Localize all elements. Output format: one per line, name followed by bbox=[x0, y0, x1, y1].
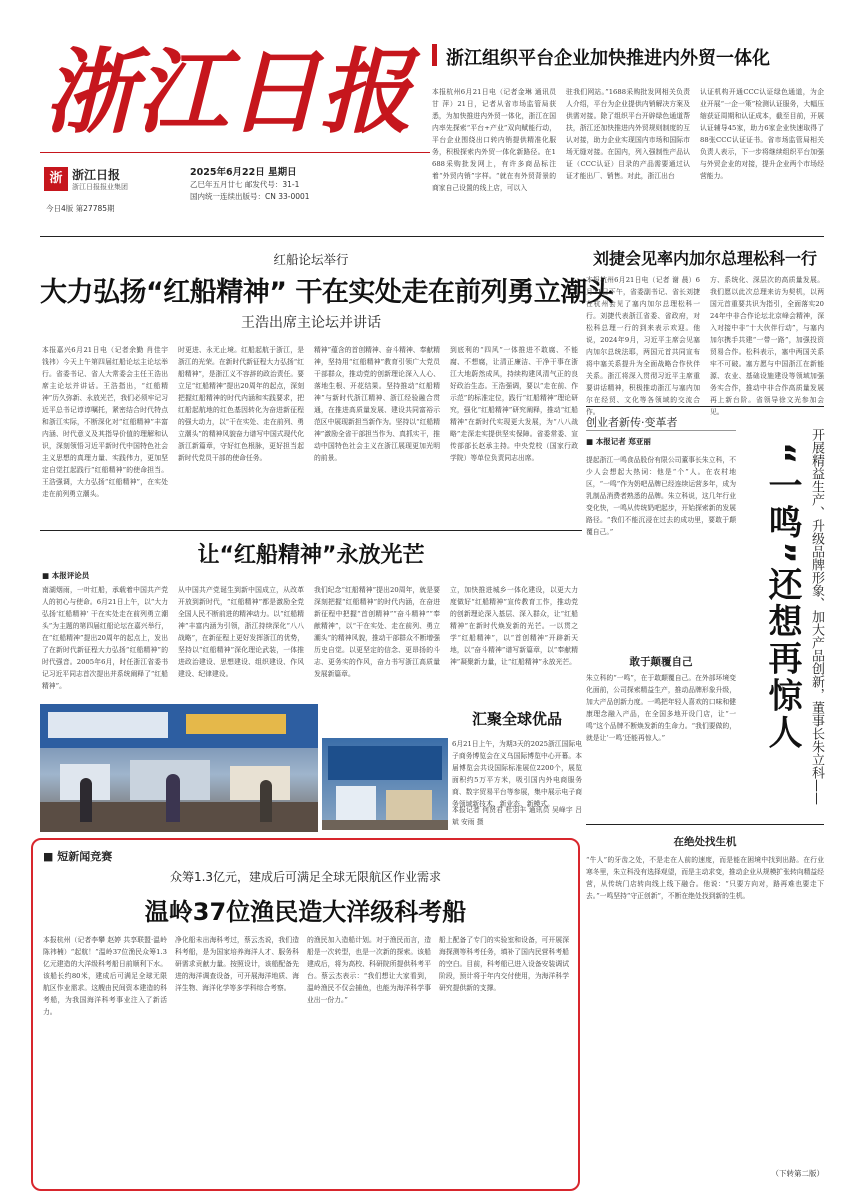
edition-info: 今日4版 第27785期 bbox=[46, 204, 115, 213]
photo-expo-display bbox=[322, 738, 448, 830]
column-kicker: 创业者新传·变革者 bbox=[586, 416, 678, 429]
subheading: 在绝处找生机 bbox=[673, 836, 737, 848]
masthead-divider bbox=[40, 152, 430, 153]
continued-note: （下转第二版） bbox=[771, 1169, 824, 1178]
article-column: 认证机构开通CCC认证绿色通道，为企业开展“一企一策”检测认证服务，大幅压缩获证周期和认证成本，截至目前，开展认证辅导45家，助力6家企业快速取得了88张CCC认证证书。省市场监管局相关负责人表示，下一步将继续组织平台加强与外贸企业的对接，提升企业两个市场经营能力。 bbox=[700, 88, 824, 180]
issue-date: 2025年6月22日 星期日 bbox=[190, 167, 297, 178]
article-editorial bbox=[40, 530, 582, 700]
article-column: 立，加快推进城乡一体化建设，以更大力度做好“红船精神”宣传教育工作，推动党的创新理论深入基层、深入群众，让“红船精神”在新时代焕发新的光芒。一以贯之学“红船精神”，以“首创精神”开辟新天地，以“奋斗精神”谱写新篇章，以“奉献精神”凝聚新力量，让“红船精神”永放光芒。 bbox=[450, 586, 578, 666]
article-column: 提起浙江一鸣食品股份有限公司董事长朱立科，不少人会想起大热词：他是“个”人。在农村地区，“一鸣”作为奶吧品牌已经连续运营多年，成为乳制品消费者熟悉的品牌。朱立科说，这几年行业变化快，一鸣从传统奶吧起步，开始探索新的发展路径。“我们不能沉浸在过去的成功里，要敢于颠覆自己。” bbox=[586, 456, 736, 536]
article-short-news bbox=[31, 838, 580, 1191]
article-column: 南湖烟雨，一叶红船，承载着中国共产党人的初心与使命。6月21日上午，以“大力弘扬‘红船精神’ 干在实处走在前列勇立潮头”为主题的第四届红船论坛在嘉兴举行，在“红船精神”提出20周年的起点上，发出了在新时代新征程大力弘扬“红船精神”的时代强音。2005年6月，时任浙江省委书记习近平同志首次提出并系统阐释了“红船精神”。 bbox=[42, 586, 168, 690]
article-column: 方、系统化、深层次的高质量发展。我们愿以此次总理来访为契机，以两国元首重要共识为指引，全面落实2024年中非合作论坛北京峰会精神，深入对接中非“十大伙伴行动”，与塞内加尔携手共建“一带一路”，加强投资贸易合作。松科表示，塞中两国关系牢不可破。塞方愿与中国浙江在新能源、农业、基础设施建设等领域加强务实合作，推动中非合作高质量发展再上新台阶。省领导徐文光参加会见。 bbox=[710, 276, 824, 416]
article-premier-meeting bbox=[586, 240, 824, 416]
article-trade-integration bbox=[432, 40, 824, 230]
article-column: 精神”蕴含的首创精神、奋斗精神、奉献精神，坚持用“红船精神”教育引领广大党员干部群众，推动党的创新理论深入人心、落地生根、开花结果。坚持推动“红船精神”与新时代浙江精神、浙江经验融合贯通，在推进高质量发展、建设共同富裕示范区中展现新担当新作为。坚持以“红船精神”激励全省干部担当作为、真抓实干，推动中国特色社会主义在浙江展现更加光明的前景。 bbox=[314, 346, 440, 462]
kicker: 众筹1.3亿元，建成后可满足全球无限航区作业需求 bbox=[169, 870, 442, 884]
byline: ■ 本报评论员 bbox=[42, 571, 90, 580]
serial-number: 国内统一连续出版号：CN 33-0001 bbox=[190, 192, 310, 201]
headline: 刘捷会见率内加尔总理松科一行 bbox=[592, 249, 817, 268]
article-column: 本报嘉兴6月21日电（记者余勤 肖佳宇 钱祎）今天上午第四届红船论坛主论坛举行。省委书记、省人大常委会主任王浩出席主论坛并讲话。王浩指出，“红船精神”历久弥新、永放光芒，我们必须牢记习近平总书记谆谆嘱托，紧密结合时代特点和浙江实际，不断深化对“红船精神”丰富内涵、时代意义及其指导价值的理解和认识，深刻领悟习近平新时代中国特色社会主义思想的真理力量、实践伟力，更加坚定自觉扛起践行“红船精神”的使命担当。王浩强调，大力弘扬“红船精神”，在实处走在前列勇立潮头。 bbox=[42, 346, 168, 498]
masthead bbox=[40, 40, 430, 230]
headline: 汇聚全球优品 bbox=[471, 710, 562, 728]
photo-caption: 6月21日上午，为期3天的2025浙江国际电子商务博览会在义乌国际博览中心开幕。本届博览会共设国际标准展位2200个，展览面积约5万平方米，吸引国内外电商服务商、数字贸易平台等参展，集中展示电子商务领域新技术、新业态、新模式。 bbox=[452, 740, 582, 808]
publisher-badge bbox=[40, 160, 170, 200]
byline: ■ 本报记者 郑亚丽 bbox=[586, 437, 651, 446]
publisher-group: 浙江日报报业集团 bbox=[72, 183, 128, 191]
article-column: 净化船未出海科考过，蔡云杰说，我们造科考船，是为国家培养海洋人才、服务科研需求贡献力量。按照设计，该船配备先进的海洋调查设备，可开展海洋地质、海洋生物、海洋化学等多学科综合考察。 bbox=[175, 936, 299, 992]
vertical-headline: “一鸣”还想再惊人 bbox=[762, 442, 802, 752]
article-column: “牛人”的牙齿之处，不是走在人前的速度，而是能在困境中找到出路。在行业寒冬里，朱立科没有选择观望，而是主动求变，推动企业从规模扩张转向精益经营，从传统门店转向线上线下融合。他说：“只要方向对，路再难也要走下去。”一鸣坚持“守正创新”，不断在绝处找到新的生机。 bbox=[586, 856, 824, 900]
photo-credit: 本报记者 何贤君 杜羽丰 通讯员 吴峰宇 吕斌 安雨 摄 bbox=[452, 806, 582, 826]
kicker: 红船论坛举行 bbox=[273, 252, 349, 267]
article-column: 本报杭州6月21日电（记者 谢 晨）6月21日下午，省委副书记、省长刘捷在杭州会见了塞内加尔总理松科一行。刘捷代表浙江省委、省政府，对松科总理一行的到来表示欢迎。他说，2024年9月，习近平主席会见塞内加尔总统法耶，两国元首共同宣布将中塞关系提升为全面战略合作伙伴关系。浙江将深入贯彻习近平主席重要讲话精神，积极推动浙江与塞内加尔在经贸、文化等各领域的交流合作。 bbox=[586, 276, 700, 416]
section-label: ■ 短新闻竞赛 bbox=[43, 850, 113, 863]
article-column: 船上配备了专门的实验室和设备，可开展深海探测等科考任务，填补了国内民营科考船的空白。目前，科考船已进入设备安装调试阶段，预计将于年内交付使用，为海洋科学研究提供新的支撑。 bbox=[439, 936, 569, 992]
subheading: 敢于颠覆自己 bbox=[629, 656, 693, 668]
article-find-vitality bbox=[586, 828, 824, 1188]
svg-text:浙江日报: 浙江日报 bbox=[44, 39, 413, 146]
publisher-name: 浙江日报 bbox=[72, 168, 121, 182]
article-column: 本报杭州（记者李攀 赵婷 共享联盟·温岭 陈祎楠）“起航！”温岭37位渔民众筹1.3亿元建造的大洋级科考船日前顺利下水。该船长约80米，建成后可满足全球无限航区作业需求。这艘由民间资本建造的科考船，为我国海洋科考事业注入了新活力。 bbox=[43, 936, 167, 1016]
masthead-logo bbox=[44, 39, 424, 146]
headline: 浙江组织平台企业加快推进内外贸一体化 bbox=[446, 48, 770, 69]
article-column: 时更进、永无止境。红船起航于浙江，是浙江的光荣。在新时代新征程大力弘扬“红船精神”，是浙江义不容辞的政治责任。要立足“红船精神”提出20周年的起点，深刻把握红船精神的时代内涵和实践要求，把红船起航地的红色基因转化为奋进新征程的强大动力，以“干在实处、走在前列、勇立潮头”的精神风貌奋力谱写中国式现代化浙江新篇章，守好红色根脉，更好担当起新时代党员干部的使命任务。 bbox=[178, 346, 304, 462]
article-column: 到底利的“四风”一体推进不敢腐、不能腐、不想腐，让清正廉洁、干净干事在浙江大地蔚然成风，持续构建风清气正的良好政治生态。王浩强调，要以“走在前、作示范”的标准定位，践行“红船精神”理论研究，强化“红船精神”研究阐释，推动“红船精神”在新时代实现更大发展，为“八八战略”走深走实提供坚实保障。省委常委、宣传部部长赵承主持。中央党校（国家行政学院）等单位负责同志出席。 bbox=[450, 346, 578, 462]
headline: 大力弘扬“红船精神” 干在实处走在前列勇立潮头 bbox=[40, 277, 614, 308]
article-column: 本报杭州6月21日电（记者金琳 通讯员 甘 萍）21日，记者从省市场监管局获悉，为加快推进内外贸一体化，浙江在国内率先探索“平台+产业”双向赋能行动，平台企业围绕出口转内销提供精准化服务，积极探索内外贸一体化新路径。在1688采购批发网上，有许多商品标注着“外贸内销”字样。“就在有外贸背景的商家自己设置的线上店，可以入 bbox=[432, 88, 556, 192]
article-expo-caption bbox=[452, 704, 582, 832]
headline: 让“红船精神”永放光芒 bbox=[197, 543, 425, 568]
article-column: 我们纪念“红船精神”提出20周年，就是要深刻把握“红船精神”的时代内涵，在奋进新征程中把握“首创精神”“奋斗精神”“奉献精神”，以“干在实处、走在前列、勇立潮头”的精神风貌，推动干部群众不断增强历史自觉。以更坚定的信念、更昂扬的斗志、更务实的作风，奋力书写浙江高质量发展新篇章。 bbox=[314, 586, 440, 678]
article-column: 驻我们网站。”1688采购批发网相关负责人介绍，平台为企业提供内销解决方案及供需对接。除了组织平台开辟绿色通道帮扶，浙江还加快推进内外贸规则制度的互认对接，助力企业实现国内市场和国际市场无缝对接。在国内，列入强制性产品认证（CCC认证）目录的产品需要通过认证才能出厂、销售。对此，浙江出台 bbox=[566, 88, 690, 180]
subheadline: 王浩出席主论坛并讲话 bbox=[241, 315, 381, 331]
publisher-logo-icon: 浙 bbox=[44, 167, 68, 191]
article-column: 从中国共产党诞生到新中国成立，从改革开放到新时代，“红船精神”都是激励全党全国人民不断前进的精神动力。以“红船精神”丰富内涵为引领，浙江持续深化“八八战略”，在新征程上更好发挥浙江的优势，坚持以“红船精神”深化理论武装，一体推进政治建设、思想建设、组织建设、作风建设、纪律建设。 bbox=[178, 586, 304, 678]
headline: 温岭37位渔民造大洋级科考船 bbox=[144, 898, 467, 926]
article-entrepreneur bbox=[586, 406, 824, 824]
vertical-subheadline: 开展精益生产、升级品牌形象、加大产品创新，董事长朱立科—— bbox=[809, 428, 824, 805]
article-column: 的渔民加入造船计划。对于渔民而言，造船是一次转型，也是一次新的探索。该船建成后，将为高校、科研院所提供科考平台。蔡云杰表示：“我们想让大家看到，温岭渔民不仅会捕鱼，也能为海洋科学事业出一份力。” bbox=[307, 936, 431, 1004]
article-red-boat-forum bbox=[40, 240, 614, 530]
lunar-date: 乙巳年五月廿七 邮发代号：31-1 bbox=[190, 180, 300, 189]
photo-expo-booth bbox=[40, 704, 318, 832]
article-column: 朱立科的“一鸣”，在于敢颠覆自己。在外部环境变化面前，公司探索精益生产，推动品牌形象升级，加大产品创新力度。一鸣把年轻人喜欢的口味和健康理念融入产品，在全国多地开设门店，让“一鸣”这个品牌不断焕发新的生命力。“我们要做的，就是让‘一鸣’还能再惊人。” bbox=[586, 674, 736, 742]
